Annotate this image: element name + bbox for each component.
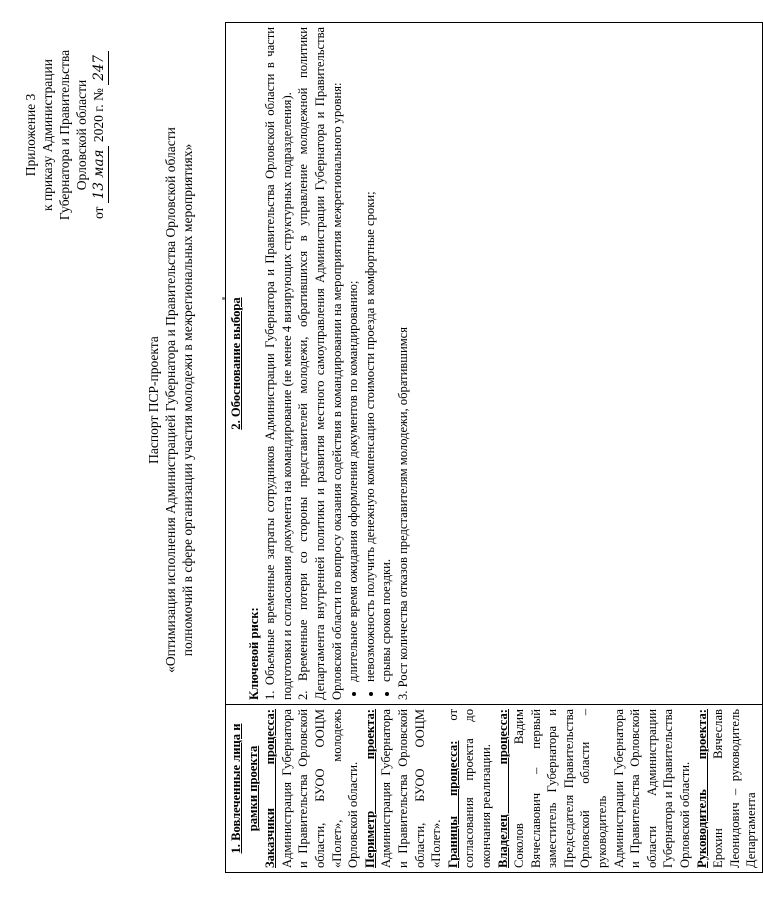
- passport-title: [145, 70, 196, 730]
- stakeholders-heading: 1. Вовлеченные лица и рамки проекта: [229, 723, 260, 854]
- title-line-2: «Оптимизация исполнения Администрацией Губернатора и Правительства Орловской области: [163, 127, 178, 673]
- borders-label: Границы процесса:: [445, 740, 460, 868]
- appendix-line-2: к приказу Администрации: [40, 59, 55, 211]
- risk-item-2: 2. Временные потери со стороны представителей молодежи, обратившихся в управление молодежной политики Департамента внутренней политики и развития местного самоуправления Администрации Губернатора и Правительства Орловской области по вопросу оказания содействия в командировании на мероприятия межрегионального уровня:: [296, 27, 344, 700]
- owner-paragraph: [495, 709, 694, 868]
- appendix-line-1: Приложение 3: [23, 93, 38, 177]
- owner-label: Владелец процесса:: [495, 709, 510, 868]
- date-prefix: от: [91, 206, 106, 220]
- appendix-date-line: [90, 25, 109, 245]
- appendix-block: [22, 25, 109, 245]
- list-item: • длительное время ожидания оформления документов по командированию;: [345, 27, 362, 682]
- customers-paragraph: [262, 709, 362, 868]
- year-text: 2020 г. №: [91, 88, 106, 143]
- leader-text: Ерохин Вячеслав Леонидович – руководитель Департамента: [711, 709, 759, 868]
- appendix-line-4: Орловской области: [74, 79, 89, 191]
- leader-label: Руководитель проекта:: [694, 709, 709, 868]
- perimeter-label: Периметр проекта:: [362, 709, 377, 868]
- table-row: [226, 23, 763, 873]
- borders-text: от согласования проекта до окончания реализации.: [445, 709, 493, 868]
- customers-text: Администрация Губернатора и Правительства Орловской области, БУОО ООЦМ «Полет», молодежь Орловской области.: [279, 709, 361, 868]
- stakeholders-cell: [226, 705, 763, 873]
- key-risk-label: Ключевой риск:: [246, 607, 261, 700]
- borders-paragraph: [445, 709, 495, 868]
- perimeter-paragraph: [362, 709, 445, 868]
- customers-label: Заказчики процесса:: [263, 709, 278, 868]
- risk-item-1: 1. Объемные временные затраты сотрудников Администрации Губернатора и Правительства Орловской области в части подготовки и согласования документа на командирование (не менее 4 визирующих структурных подразделения).: [263, 27, 294, 700]
- owner-text: Соколов Вадим Вячеславович – первый заместитель Губернатора и Председателя Правительства Орловской области – руководитель Администрации Губернатора и Правительства Орловской области Администрации Губернатора и Правительства Орловской области.: [512, 709, 693, 868]
- perimeter-text: Администрация Губернатора и Правительства Орловской области, БУОО ООЦМ «Полет».: [379, 709, 444, 868]
- passport-table: [225, 22, 763, 873]
- title-line-1: Паспорт ПСР-проекта: [146, 336, 161, 464]
- leader-paragraph: [694, 709, 760, 868]
- handwritten-number: 247: [91, 51, 109, 85]
- risk-bullet-list: [345, 27, 395, 700]
- justification-heading: 2. Обоснование выбора: [229, 297, 243, 430]
- list-item: • невозможность получить денежную компенсацию стоимости проезда в комфортные сроки;: [362, 27, 379, 682]
- title-line-3: полномочий в сфере организации участия молодежи в межрегиональных мероприятиях»: [180, 143, 195, 657]
- justification-cell: [226, 23, 763, 705]
- handwritten-date: 13 мая: [91, 146, 109, 204]
- appendix-line-3: Губернатора и Правительства: [57, 49, 72, 221]
- risk-item-3: 3. Рост количества отказов представителям молодежи, обратившимся: [395, 326, 410, 700]
- list-item: • срывы сроков поездки.: [378, 27, 395, 682]
